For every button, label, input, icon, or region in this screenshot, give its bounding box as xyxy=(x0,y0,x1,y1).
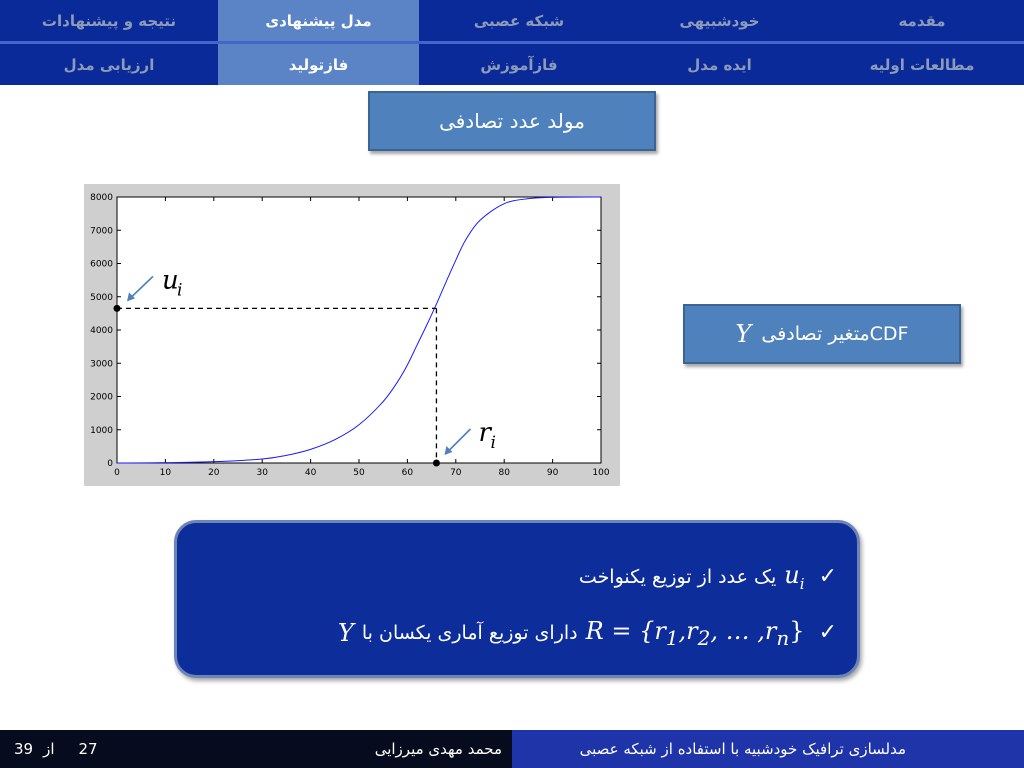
slide-title-box xyxy=(368,91,656,151)
subnav-tab-evaluation[interactable]: ارزیابی مدل xyxy=(63,55,155,74)
x-tick-label: 10 xyxy=(159,468,172,478)
math-y: Y xyxy=(338,619,354,648)
u-i-subscript: i xyxy=(177,280,183,301)
subnav-tab-generation[interactable]: فازتولید xyxy=(218,44,419,85)
info-line-1-content xyxy=(579,561,805,593)
plot-area xyxy=(117,197,601,463)
r-marker-dot xyxy=(433,460,440,467)
u-marker-dot xyxy=(114,305,121,312)
info-line-2-content xyxy=(338,617,805,650)
y-tick-label: 2000 xyxy=(90,392,113,403)
info-line-1 xyxy=(579,561,837,593)
r-i-label: r xyxy=(478,418,491,448)
checkmark-icon: ✓ xyxy=(818,620,837,646)
r-i-subscript: i xyxy=(490,433,496,453)
info-line-2 xyxy=(338,617,837,650)
page-number xyxy=(14,730,98,768)
info-line-2-text: دارای توزیع آماری یکسان با xyxy=(361,622,578,645)
y-tick-label: 5000 xyxy=(90,292,113,303)
cdf-label-box xyxy=(683,304,961,364)
x-tick-label: 50 xyxy=(353,468,365,478)
nav-tab-neural-network[interactable]: شبکه عصبی xyxy=(473,11,565,30)
checkmark-icon: ✓ xyxy=(818,563,837,589)
footer-author: محمد مهدی میرزایی xyxy=(374,740,502,758)
cdf-variable: Y xyxy=(735,320,752,348)
footer xyxy=(0,730,1024,768)
page-of: از xyxy=(43,740,55,758)
math-r-set: $R = \{r_1,r_2$, … $,r_n$} xyxy=(585,617,805,650)
y-tick-label: 0 xyxy=(107,459,113,469)
x-tick-label: 20 xyxy=(208,468,220,478)
math-u-i: $u_i$ xyxy=(784,561,805,593)
subnav-tab-model-idea[interactable]: ایده مدل xyxy=(687,55,752,74)
sub-nav xyxy=(0,44,1024,85)
x-tick-label: 70 xyxy=(450,468,462,478)
y-tick-label: 8000 xyxy=(90,193,113,203)
x-tick-label: 40 xyxy=(304,468,317,478)
main-nav xyxy=(0,0,1024,41)
page-total: 39 xyxy=(14,740,34,758)
slide-title: مولد عدد تصادفی xyxy=(439,109,585,133)
nav-tab-self-similarity[interactable]: خودشبیهی xyxy=(679,11,760,30)
y-tick-label: 1000 xyxy=(90,425,113,436)
info-line-1-text: یک عدد از توزیع یکنواخت xyxy=(578,565,777,588)
x-tick-label: 80 xyxy=(498,468,510,478)
y-tick-label: 3000 xyxy=(90,359,113,370)
y-tick-label: 4000 xyxy=(90,326,113,336)
y-tick-label: 7000 xyxy=(90,226,113,237)
info-box xyxy=(174,520,860,678)
cdf-chart-svg xyxy=(84,184,620,486)
x-tick-label: 0 xyxy=(114,468,120,478)
cdf-chart xyxy=(84,184,620,486)
nav-tab-results[interactable]: نتیجه و پیشنهادات xyxy=(41,11,177,30)
x-tick-label: 60 xyxy=(401,468,414,478)
footer-left-panel xyxy=(0,730,512,768)
x-tick-label: 90 xyxy=(546,468,559,478)
subnav-tab-initial-studies[interactable]: مطالعات اولیه xyxy=(869,55,975,74)
nav-tab-proposed-model[interactable]: مدل پیشنهادی xyxy=(218,0,419,41)
y-tick-label: 6000 xyxy=(90,259,113,270)
x-tick-label: 30 xyxy=(256,468,268,478)
subnav-tab-training[interactable]: فازآموزش xyxy=(480,55,558,74)
x-tick-label: 100 xyxy=(592,468,610,478)
cdf-label-text: CDFمتغیر تصادفی xyxy=(761,323,909,345)
u-i-label: u xyxy=(162,265,179,296)
page-current: 27 xyxy=(78,740,98,758)
footer-right-panel xyxy=(512,730,1024,768)
footer-title: مدلسازی ترافیک خودشبیه با استفاده از شبکه عصبی xyxy=(579,740,906,758)
nav-tab-introduction[interactable]: مقدمه xyxy=(898,11,946,30)
